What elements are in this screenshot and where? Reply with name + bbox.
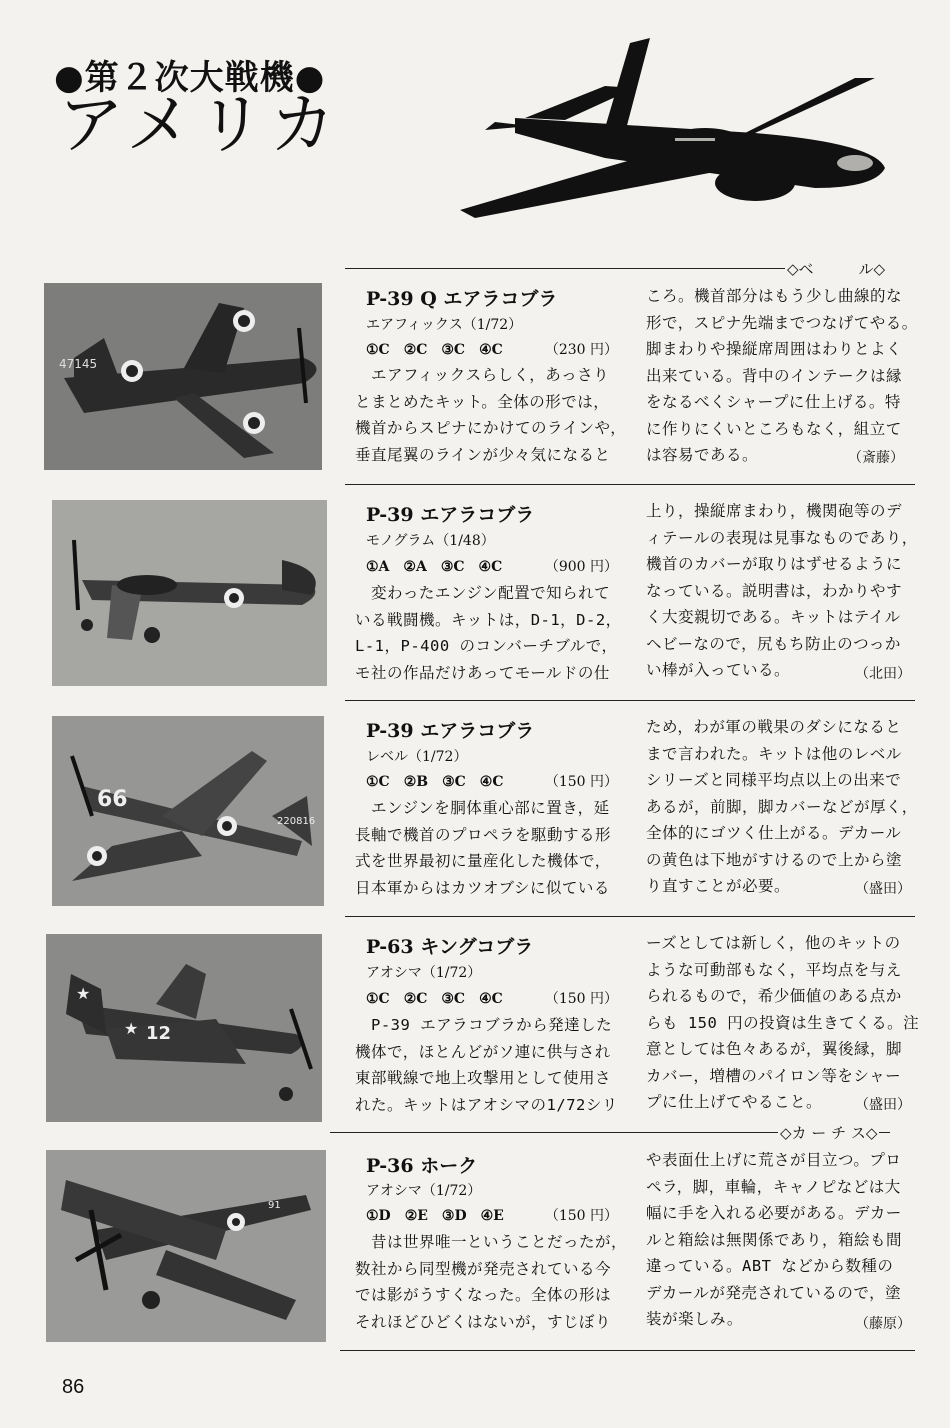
- entry-maker: エアフィックス（1/72）: [366, 317, 523, 333]
- aircraft-number-marking: 66: [97, 787, 128, 812]
- entry-text-col2: ため，わが軍の戦果のダシになると まで言われた。キットは他のレベル シリーズと同様平均点以上の出来で あるが，前脚，脚カバーなどが厚く， 全体的にゴツく仕上がる。デカール の黄色は下地がすけるので上から塗 り直すことが必要。: [646, 718, 918, 895]
- entry-text-col2: ころ。機首部分はもう少し曲線的な 形で，スピナ先端までつなげてやる。 脚まわりや操縦席周囲はわりとよく 出来ている。背中のインテークは縁 をなるべくシャープに仕上げる。特 に作りにくいところもなく，組立て は容易である。: [646, 287, 918, 464]
- maker-label-curtiss: ◇カ ー チ ス◇: [780, 1124, 878, 1142]
- section-divider: [340, 1350, 915, 1351]
- page-number: 86: [62, 1376, 85, 1398]
- entry-text-col1: P-39 エアラコブラから発達した 機体で，ほとんどがソ連に供与され 東部戦線で地上攻撃用として使用さ れた。キットはアオシマの1/72シリ: [355, 1016, 618, 1114]
- entry-maker: アオシマ（1/72）: [366, 965, 482, 981]
- svg-text:★: ★: [124, 1019, 139, 1038]
- kit-photo-p39-revell: [52, 716, 324, 906]
- aircraft-serial-marking: 220816: [277, 816, 316, 827]
- entry-title: P-39 Q エアラコブラ: [366, 288, 558, 310]
- entry-title: P-36 ホーク: [366, 1155, 478, 1177]
- kit-photo-p39q: [44, 283, 322, 470]
- kit-photo-p39-monogram: [52, 500, 327, 686]
- entry-author: （藤原）: [855, 1316, 911, 1332]
- entry-grades: [366, 1205, 618, 1225]
- entry-text-col2: ーズとしては新しく，他のキットの ような可動部もなく，平均点を与え られるもので，希少価値のある点か らも 150 円の投資は生きてくる。注 意としては色々あるが，翼後縁，脚 カバー，増槽のパイロン等をシャー プに仕上げてやること。: [646, 934, 920, 1111]
- grade-scores: ①C ②C ③C ④C: [366, 342, 503, 358]
- entry-price: （230 円）: [544, 342, 618, 358]
- entry-title: P-39 エアラコブラ: [366, 720, 535, 742]
- entry-author: （北田）: [855, 666, 911, 682]
- entry-price: （150 円）: [544, 991, 618, 1007]
- kit-photo-p63: [46, 934, 322, 1122]
- entry-title: P-39 エアラコブラ: [366, 504, 535, 526]
- entry-text-col2: 上り，操縦席まわり，機関砲等のデ ィテールの表現は見事なものであり， 機首のカバーが取りはずせるように なっている。説明書は，わかりやす く大変親切である。キットはテイル ヘビーなので，尻もち防止のつっか い棒が入っている。: [646, 502, 918, 679]
- section-divider: [345, 700, 915, 701]
- entry-title: P-63 キングコブラ: [366, 936, 534, 958]
- entry-text-col1: エアフィックスらしく，あっさり とまとめたキット。全体の形では， 機首からスピナにかけてのラインや， 垂直尾翼のラインが少々気になると: [355, 366, 627, 464]
- aircraft-number-marking: 12: [146, 1023, 172, 1044]
- kit-photo-p36: [46, 1150, 326, 1342]
- svg-text:★: ★: [76, 984, 91, 1003]
- entry-text-col1: 変わったエンジン配置で知られて いる戦闘機。キットは，D-1，D-2， L-1，P-400 のコンバーチブルで， モ社の作品だけあってモールドの仕: [355, 584, 622, 682]
- entry-price: （900 円）: [544, 559, 618, 575]
- entry-author: （盛田）: [855, 1097, 911, 1113]
- entry-maker: レベル（1/72）: [366, 749, 468, 765]
- hero-aircraft-illustration: [455, 38, 895, 223]
- entry-price: （150 円）: [544, 1208, 618, 1224]
- entry-grades: [366, 988, 618, 1008]
- grade-scores: ①C ②B ③C ④C: [366, 774, 504, 790]
- entry-maker: アオシマ（1/72）: [366, 1183, 482, 1199]
- entry-grades: [366, 771, 618, 791]
- aircraft-serial-marking: 47145: [59, 357, 98, 371]
- section-divider: [345, 484, 915, 485]
- entry-grades: [366, 556, 618, 576]
- grade-scores: ①A ②A ③C ④C: [366, 559, 503, 575]
- aircraft-number-marking: 91: [268, 1200, 281, 1211]
- entry-grades: [366, 339, 618, 359]
- country-title: アメリカ: [58, 86, 342, 163]
- grade-scores: ①D ②E ③D ④E: [366, 1208, 504, 1224]
- entry-text-col2: や表面仕上げに荒さが目立つ。プロ ペラ，脚，車輪，キャノピなどは大 幅に手を入れる必要がある。デカー ルと箱絵は無関係であり，箱絵も間 違っている。ABT などから数種の デカールが発売されているので，塗 装が楽しみ。: [646, 1151, 903, 1328]
- section-divider: [345, 916, 915, 917]
- entry-price: （150 円）: [544, 774, 618, 790]
- entry-author: （斎藤）: [848, 450, 904, 466]
- entry-maker: モノグラム（1/48）: [366, 533, 495, 549]
- entry-text-col1: 昔は世界唯一ということだったが， 数社から同型機が発売されている今 では影がうすくなった。全体の形は それほどひどくはないが，すじぼり: [355, 1233, 628, 1331]
- entry-author: （盛田）: [855, 881, 911, 897]
- grade-scores: ①C ②C ③C ④C: [366, 991, 503, 1007]
- section-category-title: ●第２次大戦機●: [54, 58, 326, 98]
- maker-label-bell: ◇ベ ル◇: [787, 260, 886, 278]
- entry-text-col1: エンジンを胴体重心部に置き，延 長軸で機首のプロペラを駆動する形 式を世界最初に量産化した機体で， 日本軍からはカツオブシに似ている: [355, 799, 612, 897]
